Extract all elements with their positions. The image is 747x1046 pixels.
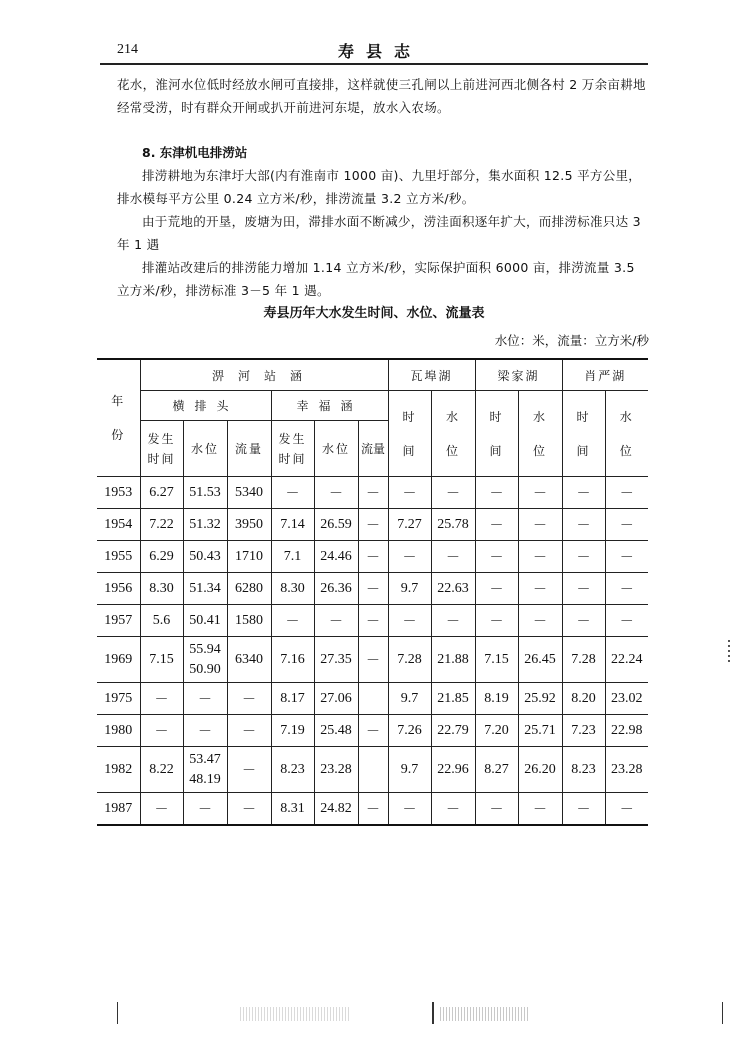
cell-xf-time: － bbox=[271, 605, 314, 637]
cell-xy-level: 22.24 bbox=[605, 637, 648, 683]
cell-wb-level: 22.96 bbox=[431, 747, 475, 793]
header-liangjia-level bbox=[518, 391, 562, 477]
cell-xf-time: 8.23 bbox=[271, 747, 314, 793]
cell-hp-flow: 6280 bbox=[227, 573, 271, 605]
cell-wb-time: 9.7 bbox=[388, 747, 431, 793]
paragraph-1: 排涝耕地为东津圩大部(内有淮南市 1000 亩)、九里圩部分，集水面积 12.5 平方公里，排水模每平方公里 0.24 立方米/秒，排涝流量 3.2 立方米/秒。 bbox=[117, 168, 642, 206]
cell-year: 1954 bbox=[97, 509, 140, 541]
cell-lj-level: － bbox=[518, 509, 562, 541]
cell-year: 1980 bbox=[97, 715, 140, 747]
cell-lj-level: 26.20 bbox=[518, 747, 562, 793]
cell-hp-level: 50.43 bbox=[183, 541, 227, 573]
cell-hp-level: 51.53 bbox=[183, 477, 227, 509]
cell-xy-time: 7.23 bbox=[562, 715, 605, 747]
cell-hp-time: 6.29 bbox=[140, 541, 183, 573]
cell-hp-flow: 1710 bbox=[227, 541, 271, 573]
cell-xf-flow: － bbox=[358, 793, 388, 826]
cell-lj-time: － bbox=[475, 509, 518, 541]
cell-xf-level: 27.35 bbox=[314, 637, 358, 683]
cell-xf-time: 8.30 bbox=[271, 573, 314, 605]
paragraph-3: 排灌站改建后的排涝能力增加 1.14 立方米/秒，实际保护面积 6000 亩，排涝流量 3.5 立方米/秒，排涝标准 3－5 年 1 遇。 bbox=[117, 260, 635, 298]
header-group-wabu-lake: 瓦埠湖 bbox=[388, 359, 475, 391]
cell-wb-level: － bbox=[431, 793, 475, 826]
cell-hp-level-line2: 48.19 bbox=[189, 771, 221, 787]
header-wabu-level bbox=[431, 391, 475, 477]
cell-wb-level: － bbox=[431, 477, 475, 509]
cell-hp-level: － bbox=[183, 715, 227, 747]
cell-xf-level: 24.46 bbox=[314, 541, 358, 573]
cell-xf-level: 24.82 bbox=[314, 793, 358, 826]
table-row bbox=[97, 747, 648, 793]
cell-lj-time: － bbox=[475, 793, 518, 826]
cell-lj-time: 8.27 bbox=[475, 747, 518, 793]
cell-xf-level: 25.48 bbox=[314, 715, 358, 747]
header-group-xiaoyan-lake: 肖严湖 bbox=[562, 359, 648, 391]
cell-lj-level: － bbox=[518, 605, 562, 637]
header-year bbox=[97, 359, 140, 477]
cell-hp-flow: － bbox=[227, 683, 271, 715]
cell-xy-time: － bbox=[562, 541, 605, 573]
cell-xf-level: 27.06 bbox=[314, 683, 358, 715]
cell-xf-time: － bbox=[271, 477, 314, 509]
cell-xy-level: 23.02 bbox=[605, 683, 648, 715]
cell-xf-time: 7.19 bbox=[271, 715, 314, 747]
header-time-bottom: 间 bbox=[402, 443, 417, 458]
cell-hp-time: － bbox=[140, 715, 183, 747]
cell-hp-flow: － bbox=[227, 747, 271, 793]
table-title: 寿县历年大水发生时间、水位、流量表 bbox=[263, 306, 485, 321]
cell-hp-flow: 5340 bbox=[227, 477, 271, 509]
cell-year: 1969 bbox=[97, 637, 140, 683]
cell-lj-level: － bbox=[518, 793, 562, 826]
table-row bbox=[97, 637, 648, 683]
cell-wb-level: － bbox=[431, 605, 475, 637]
header-time-top: 时 bbox=[402, 409, 417, 424]
scan-noise-right bbox=[440, 1007, 530, 1021]
header-sub-xingfuhan: 幸福涵 bbox=[271, 391, 388, 421]
cell-wb-time: － bbox=[388, 541, 431, 573]
page-number: 214 bbox=[117, 42, 138, 57]
cell-hp-time: 8.22 bbox=[140, 747, 183, 793]
cell-xf-level: － bbox=[314, 477, 358, 509]
table-row bbox=[97, 715, 648, 747]
cell-hp-flow: 3950 bbox=[227, 509, 271, 541]
cell-xf-time: 8.17 bbox=[271, 683, 314, 715]
cell-xy-level: － bbox=[605, 605, 648, 637]
header-level-top: 水 bbox=[533, 409, 548, 424]
cell-hp-level: 51.32 bbox=[183, 509, 227, 541]
cell-year: 1987 bbox=[97, 793, 140, 826]
header-group-liangjia-lake: 梁家湖 bbox=[475, 359, 562, 391]
cell-hp-level: 50.41 bbox=[183, 605, 227, 637]
header-occurrence-line2: 时间 bbox=[147, 451, 176, 466]
header-level-bottom: 位 bbox=[619, 443, 634, 458]
header-xingfuhan-time bbox=[271, 421, 314, 477]
cell-lj-level: 25.92 bbox=[518, 683, 562, 715]
cell-hp-flow: 1580 bbox=[227, 605, 271, 637]
table-row bbox=[97, 605, 648, 637]
header-occurrence-line2: 时间 bbox=[278, 451, 307, 466]
cell-xf-level: 26.59 bbox=[314, 509, 358, 541]
cell-lj-time: 7.20 bbox=[475, 715, 518, 747]
cell-lj-level: － bbox=[518, 477, 562, 509]
cell-lj-level: － bbox=[518, 573, 562, 605]
cell-lj-time: 8.19 bbox=[475, 683, 518, 715]
cell-wb-time: 9.7 bbox=[388, 573, 431, 605]
cell-xy-level: － bbox=[605, 509, 648, 541]
cell-hp-time: 8.30 bbox=[140, 573, 183, 605]
cell-wb-level: 25.78 bbox=[431, 509, 475, 541]
cell-hp-time: 7.22 bbox=[140, 509, 183, 541]
cell-wb-time: 7.27 bbox=[388, 509, 431, 541]
header-time-top: 时 bbox=[576, 409, 591, 424]
cell-year: 1955 bbox=[97, 541, 140, 573]
header-sub-hengpaitou: 横排头 bbox=[140, 391, 271, 421]
cell-hp-time: 7.15 bbox=[140, 637, 183, 683]
cell-wb-level: 22.63 bbox=[431, 573, 475, 605]
cell-lj-time: 7.15 bbox=[475, 637, 518, 683]
cell-wb-time: 7.26 bbox=[388, 715, 431, 747]
cell-hp-level: 51.34 bbox=[183, 573, 227, 605]
cell-xy-level: 22.98 bbox=[605, 715, 648, 747]
cell-wb-time: 7.28 bbox=[388, 637, 431, 683]
cell-hp-time: － bbox=[140, 793, 183, 826]
cell-hp-flow: 6340 bbox=[227, 637, 271, 683]
cell-wb-level: － bbox=[431, 541, 475, 573]
cell-wb-level: 21.85 bbox=[431, 683, 475, 715]
cell-hp-time: － bbox=[140, 683, 183, 715]
cell-wb-time: 9.7 bbox=[388, 683, 431, 715]
cell-xy-time: － bbox=[562, 509, 605, 541]
cell-lj-time: － bbox=[475, 605, 518, 637]
binding-mark-center bbox=[432, 1002, 434, 1024]
cell-hp-level-line1: 55.94 bbox=[189, 641, 221, 657]
header-hengpaitou-time bbox=[140, 421, 183, 477]
flood-data-table bbox=[97, 358, 648, 826]
table-row bbox=[97, 793, 648, 826]
cell-xy-time: － bbox=[562, 605, 605, 637]
header-time-bottom: 间 bbox=[489, 443, 504, 458]
cell-xf-flow bbox=[358, 683, 388, 715]
header-rule bbox=[100, 63, 648, 65]
cell-wb-time: － bbox=[388, 605, 431, 637]
cell-lj-level: 25.71 bbox=[518, 715, 562, 747]
cell-xf-time: 8.31 bbox=[271, 793, 314, 826]
header-occurrence-line1: 发生 bbox=[278, 431, 307, 446]
cell-xy-time: 7.28 bbox=[562, 637, 605, 683]
cell-xf-flow bbox=[358, 747, 388, 793]
table-row bbox=[97, 683, 648, 715]
cell-hp-flow: － bbox=[227, 793, 271, 826]
cell-hp-level bbox=[183, 747, 227, 793]
header-hengpaitou-level: 水位 bbox=[183, 421, 227, 477]
cell-xf-flow: － bbox=[358, 477, 388, 509]
header-xingfuhan-level: 水位 bbox=[314, 421, 358, 477]
header-year-top: 年 bbox=[111, 394, 126, 408]
cell-year: 1982 bbox=[97, 747, 140, 793]
cell-xf-level: － bbox=[314, 605, 358, 637]
cell-xy-level: － bbox=[605, 793, 648, 826]
header-level-bottom: 位 bbox=[533, 443, 548, 458]
header-group-fei-river: 淠河站涵 bbox=[140, 359, 388, 391]
cell-xy-level: － bbox=[605, 541, 648, 573]
scan-noise-left bbox=[240, 1007, 350, 1021]
cell-hp-time: 6.27 bbox=[140, 477, 183, 509]
paragraph-2: 由于荒地的开垦，废塘为田，滞排水面不断减少，涝洼面积逐年扩大，而排涝标准只达 3 年 1 遇 bbox=[117, 214, 641, 252]
cell-year: 1957 bbox=[97, 605, 140, 637]
cell-wb-level: 21.88 bbox=[431, 637, 475, 683]
cell-wb-time: － bbox=[388, 477, 431, 509]
header-wabu-time bbox=[388, 391, 431, 477]
cell-lj-time: － bbox=[475, 477, 518, 509]
cell-hp-level-line1: 53.47 bbox=[189, 751, 221, 767]
section-heading: 8. 东津机电排涝站 bbox=[142, 145, 248, 160]
cell-lj-level: － bbox=[518, 541, 562, 573]
header-liangjia-time bbox=[475, 391, 518, 477]
header-xiaoyan-time bbox=[562, 391, 605, 477]
cell-xf-flow: － bbox=[358, 509, 388, 541]
cell-xf-flow: － bbox=[358, 541, 388, 573]
cell-xy-level: － bbox=[605, 573, 648, 605]
cell-hp-level: － bbox=[183, 683, 227, 715]
header-time-top: 时 bbox=[489, 409, 504, 424]
cell-xf-time: 7.16 bbox=[271, 637, 314, 683]
header-level-top: 水 bbox=[619, 409, 634, 424]
cell-wb-level: 22.79 bbox=[431, 715, 475, 747]
cell-xf-level: 23.28 bbox=[314, 747, 358, 793]
running-title: 寿县志 bbox=[337, 42, 422, 61]
cell-xy-time: － bbox=[562, 477, 605, 509]
cell-hp-level bbox=[183, 637, 227, 683]
binding-mark-left bbox=[117, 1002, 118, 1024]
cell-xy-time: － bbox=[562, 793, 605, 826]
header-hengpaitou-flow: 流量 bbox=[227, 421, 271, 477]
cell-xf-flow: － bbox=[358, 605, 388, 637]
table-row bbox=[97, 509, 648, 541]
header-year-bottom: 份 bbox=[111, 428, 126, 442]
binding-mark-right bbox=[722, 1002, 723, 1024]
cell-xf-time: 7.1 bbox=[271, 541, 314, 573]
cell-hp-level-line2: 50.90 bbox=[189, 661, 221, 677]
cell-xy-time: 8.20 bbox=[562, 683, 605, 715]
cell-hp-level: － bbox=[183, 793, 227, 826]
cell-lj-time: － bbox=[475, 541, 518, 573]
paragraph-continued: 花水，淮河水位低时经放水闸可直接排，这样就使三孔闸以上前进河西北侧各村 2 万余亩耕地经常受涝，时有群众开闸或扒开前进河东堤，放水入农场。 bbox=[117, 77, 646, 115]
cell-lj-time: － bbox=[475, 573, 518, 605]
cell-lj-level: 26.45 bbox=[518, 637, 562, 683]
header-occurrence-line1: 发生 bbox=[147, 431, 176, 446]
header-level-top: 水 bbox=[446, 409, 461, 424]
cell-xf-time: 7.14 bbox=[271, 509, 314, 541]
cell-hp-time: 5.6 bbox=[140, 605, 183, 637]
table-body bbox=[97, 477, 648, 826]
cell-wb-time: － bbox=[388, 793, 431, 826]
cell-xf-level: 26.36 bbox=[314, 573, 358, 605]
header-xiaoyan-level bbox=[605, 391, 648, 477]
header-time-bottom: 间 bbox=[576, 443, 591, 458]
scan-artifact bbox=[728, 640, 730, 662]
cell-xf-flow: － bbox=[358, 715, 388, 747]
cell-year: 1975 bbox=[97, 683, 140, 715]
cell-hp-flow: － bbox=[227, 715, 271, 747]
table-units: 水位：米，流量：立方米/秒 bbox=[494, 333, 649, 348]
cell-xy-level: 23.28 bbox=[605, 747, 648, 793]
cell-xy-time: － bbox=[562, 573, 605, 605]
cell-year: 1956 bbox=[97, 573, 140, 605]
table-row bbox=[97, 477, 648, 509]
cell-year: 1953 bbox=[97, 477, 140, 509]
table-row bbox=[97, 541, 648, 573]
cell-xf-flow: － bbox=[358, 573, 388, 605]
table-row bbox=[97, 573, 648, 605]
header-level-bottom: 位 bbox=[446, 443, 461, 458]
cell-xy-level: － bbox=[605, 477, 648, 509]
cell-xf-flow: － bbox=[358, 637, 388, 683]
cell-xy-time: 8.23 bbox=[562, 747, 605, 793]
header-xingfuhan-flow: 流量 bbox=[358, 421, 388, 477]
